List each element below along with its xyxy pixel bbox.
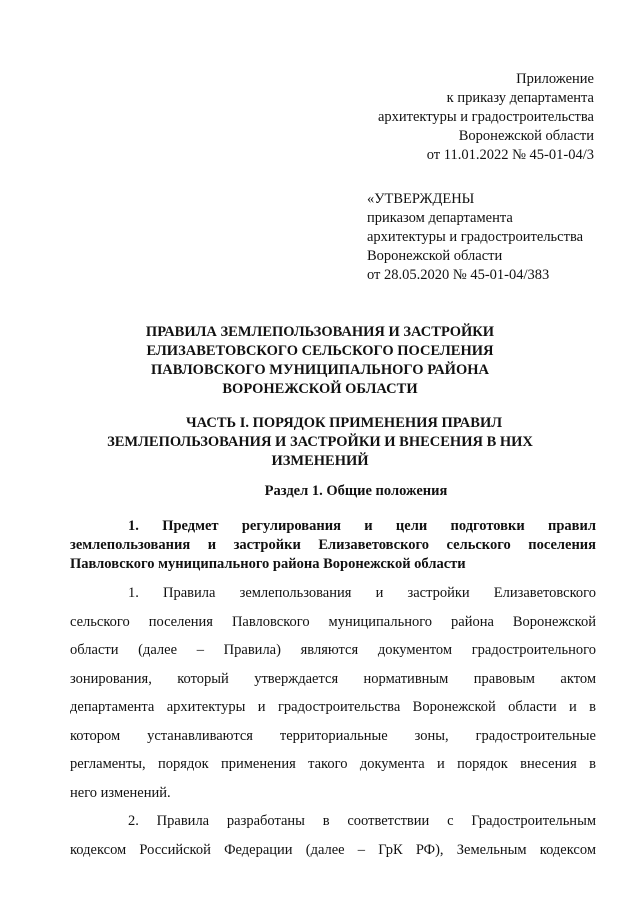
- title-line: ПРАВИЛА ЗЕМЛЕПОЛЬЗОВАНИЯ И ЗАСТРОЙКИ: [145, 324, 495, 340]
- appendix-line: архитектуры и градостроительства: [377, 109, 594, 125]
- body-text: [70, 579, 596, 864]
- paragraph-line: области (далее – Правила) являются документом градостроительного: [70, 642, 596, 658]
- paragraph-line: котором устанавливаются территориальные зоны, градостроительные: [70, 727, 596, 744]
- paragraph-line: зонирования, который утверждается нормативным правовым актом: [70, 670, 596, 687]
- paragraph-line: сельского поселения Павловского муниципального района Воронежской: [70, 613, 596, 630]
- topic-line: Павловского муниципального района Воронежской области: [70, 556, 466, 572]
- topic-line: землепользования и застройки Елизаветовского сельского поселения: [70, 537, 596, 553]
- title-line: ВОРОНЕЖСКОЙ ОБЛАСТИ: [222, 381, 418, 397]
- appendix-note: [378, 70, 594, 165]
- paragraph: [70, 579, 596, 807]
- paragraph: [70, 807, 596, 864]
- section-heading: Раздел 1. Общие положения: [264, 483, 448, 499]
- approval-line: архитектуры и градостроительства: [367, 229, 584, 245]
- topic-heading: [70, 517, 596, 574]
- paragraph-line: 2. Правила разработаны в соответствии с Градостроительным: [128, 813, 596, 829]
- approval-line: «УТВЕРЖДЕНЫ: [367, 191, 475, 207]
- paragraph-line: кодексом Российской Федерации (далее – ГрК РФ), Земельным кодексом: [70, 841, 596, 858]
- appendix-line: Приложение: [516, 71, 594, 87]
- paragraph-line: 1. Правила землепользования и застройки Елизаветовского: [128, 585, 596, 601]
- part-heading-line: ИЗМЕНЕНИЙ: [271, 453, 369, 469]
- topic-line: 1. Предмет регулирования и цели подготовки правил: [128, 518, 596, 534]
- part-heading: [0, 414, 640, 471]
- title-line: ЕЛИЗАВЕТОВСКОГО СЕЛЬСКОГО ПОСЕЛЕНИЯ: [146, 343, 494, 359]
- appendix-line: Воронежской области: [458, 128, 594, 144]
- paragraph-line: департамента архитектуры и градостроительства Воронежской области и в: [70, 699, 596, 715]
- part-heading-line: ЗЕМЛЕПОЛЬЗОВАНИЯ И ЗАСТРОЙКИ И ВНЕСЕНИЯ В НИХ: [107, 434, 533, 450]
- approval-line: от 28.05.2020 № 45-01-04/383: [367, 267, 550, 283]
- approval-line: Воронежской области: [367, 248, 503, 264]
- paragraph-line: регламенты, порядок применения такого документа и порядок внесения в: [70, 756, 596, 772]
- title-line: ПАВЛОВСКОГО МУНИЦИПАЛЬНОГО РАЙОНА: [151, 362, 489, 378]
- document-title: [0, 323, 640, 399]
- appendix-line: от 11.01.2022 № 45-01-04/3: [426, 147, 594, 163]
- part-heading-line: ЧАСТЬ I. ПОРЯДОК ПРИМЕНЕНИЯ ПРАВИЛ: [185, 415, 503, 431]
- appendix-line: к приказу департамента: [446, 90, 594, 106]
- paragraph-line: него изменений.: [70, 784, 171, 801]
- approval-note: [367, 190, 583, 285]
- approval-line: приказом департамента: [367, 210, 513, 226]
